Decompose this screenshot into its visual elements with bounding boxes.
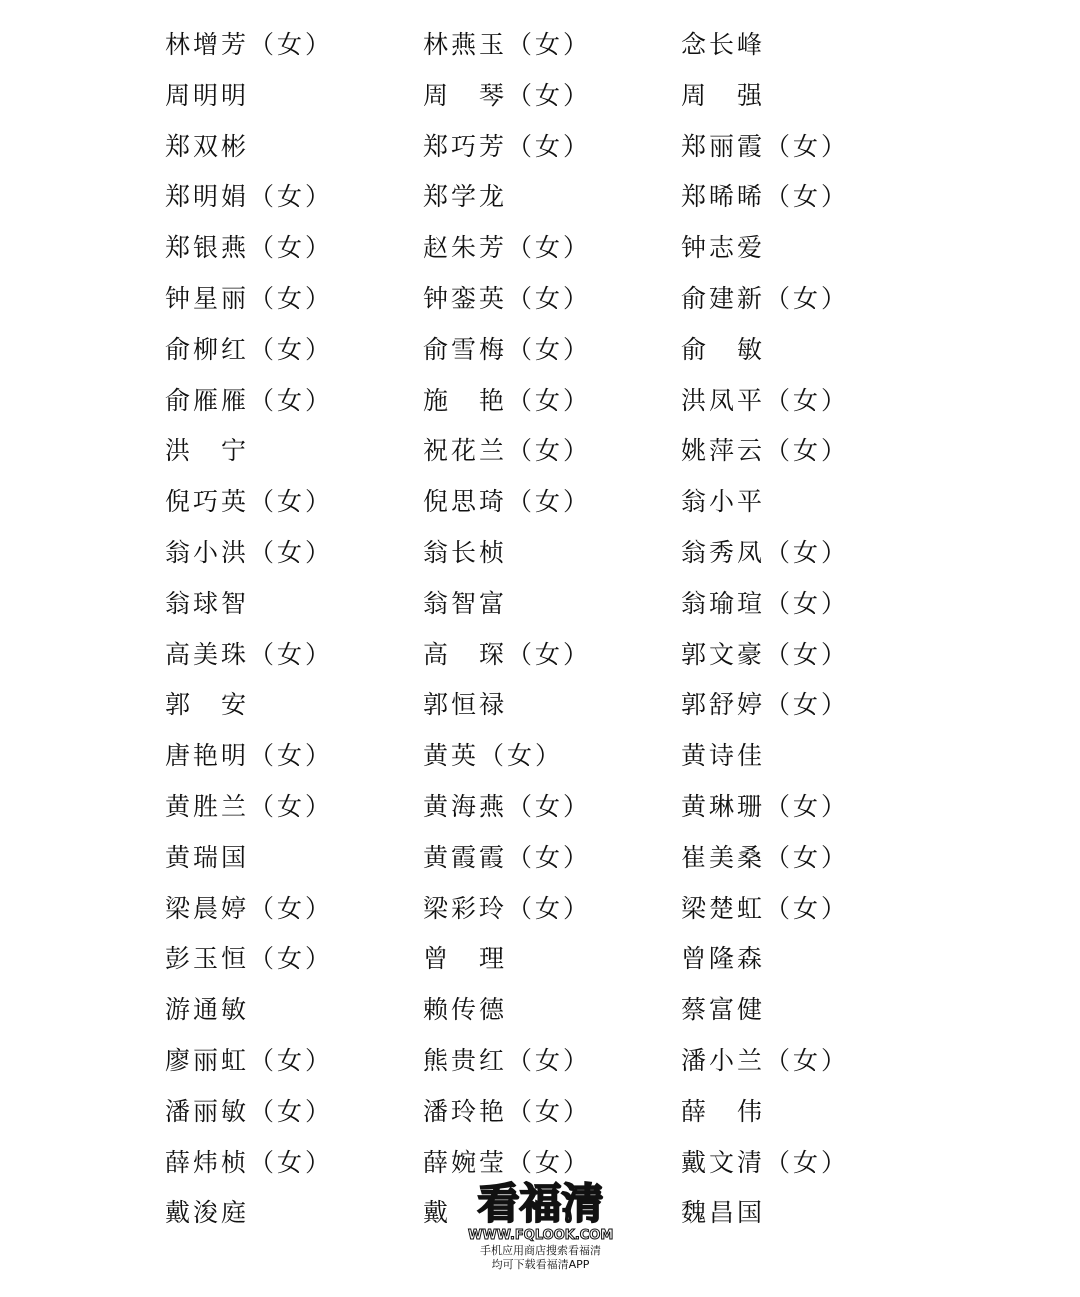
name-row [0,731,1080,782]
name-entry: 黄英（女） [423,741,564,771]
name-entry: 施 艳（女） [423,385,592,415]
name-row [0,985,1080,1036]
name-entry: 薛 伟 [681,1096,766,1126]
watermark-line-1: 手机应用商店搜索看福清 [480,1244,601,1257]
name-row [0,680,1080,731]
name-row [0,630,1080,681]
name-entry: 俞建新（女） [681,283,850,313]
name-entry: 俞柳红（女） [165,334,334,364]
name-entry: 翁瑜瑄（女） [681,588,850,618]
name-entry: 郑晞晞（女） [681,182,850,212]
name-entry: 郭文豪（女） [681,639,850,669]
name-row [0,172,1080,223]
name-entry: 唐艳明（女） [165,741,334,771]
name-entry: 姚萍云（女） [681,436,850,466]
name-row [0,884,1080,935]
name-entry: 郭 安 [165,690,250,720]
name-entry: 倪思琦（女） [423,487,592,517]
name-entry: 念长峰 [681,30,766,59]
name-entry: 郑明娟（女） [165,182,334,212]
name-entry: 林燕玉（女） [423,30,592,59]
name-entry: 赖传德 [423,995,508,1025]
name-entry: 钟銮英（女） [423,283,592,313]
name-entry: 高 琛（女） [423,639,592,669]
name-entry: 崔美桑（女） [681,842,850,872]
name-entry: 俞 敏 [681,334,766,364]
name-entry: 戴浚庭 [165,1198,250,1228]
name-entry: 郑巧芳（女） [423,131,592,161]
name-entry: 潘丽敏（女） [165,1096,334,1126]
name-entry: 黄琳珊（女） [681,791,850,821]
name-row [0,20,1080,71]
name-entry: 翁秀凤（女） [681,537,850,567]
name-entry: 郑双彬 [165,131,250,161]
name-entry: 翁小洪（女） [165,537,334,567]
name-entry: 黄海燕（女） [423,791,592,821]
name-entry: 周 强 [681,80,766,110]
name-row [0,426,1080,477]
name-entry: 曾 理 [423,944,508,974]
name-entry: 黄霞霞（女） [423,842,592,872]
name-entry: 潘玲艳（女） [423,1096,592,1126]
name-entry: 高美珠（女） [165,639,334,669]
name-entry: 祝花兰（女） [423,436,592,466]
name-entry: 翁智富 [423,588,508,618]
name-entry: 游通敏 [165,995,250,1025]
name-row [0,274,1080,325]
name-entry: 梁楚虹（女） [681,893,850,923]
name-entry: 周 琴（女） [423,80,592,110]
name-row [0,1087,1080,1138]
name-entry: 梁彩玲（女） [423,893,592,923]
name-entry: 魏昌国 [681,1198,766,1228]
name-entry: 曾隆森 [681,944,766,974]
name-entry: 廖丽虹（女） [165,1045,334,1075]
name-entry: 郑学龙 [423,182,508,212]
watermark-title: 看福清 [477,1179,604,1228]
name-row [0,782,1080,833]
name-entry: 熊贵红（女） [423,1045,592,1075]
name-entry: 俞雪梅（女） [423,334,592,364]
name-entry: 蔡富健 [681,995,766,1025]
name-row [0,325,1080,376]
name-entry: 洪凤平（女） [681,385,850,415]
name-entry: 黄胜兰（女） [165,791,334,821]
name-entry: 黄诗佳 [681,741,766,771]
name-entry: 俞雁雁（女） [165,385,334,415]
name-row [0,376,1080,427]
name-row [0,528,1080,579]
name-entry: 洪 宁 [165,436,250,466]
name-entry: 梁晨婷（女） [165,893,334,923]
name-list [0,20,1080,1239]
name-entry: 薛婉莹（女） [423,1147,592,1177]
watermark-logo [468,1180,613,1280]
name-entry: 赵朱芳（女） [423,233,592,263]
name-entry: 戴 [423,1198,452,1228]
name-row [0,477,1080,528]
watermark-line-2: 均可下载看福清APP [491,1258,590,1271]
name-row [0,833,1080,884]
name-entry: 黄瑞国 [165,842,250,872]
name-entry: 郑银燕（女） [165,233,334,263]
name-row [0,934,1080,985]
name-entry: 郭舒婷（女） [681,690,850,720]
name-row [0,1036,1080,1087]
name-entry: 翁小平 [681,487,766,517]
name-row [0,223,1080,274]
name-entry: 潘小兰（女） [681,1045,850,1075]
name-row [0,122,1080,173]
name-row [0,71,1080,122]
name-entry: 林增芳（女） [165,30,334,59]
name-entry: 郑丽霞（女） [681,131,850,161]
name-entry: 钟星丽（女） [165,283,334,313]
name-entry: 翁长桢 [423,537,508,567]
name-entry: 郭恒禄 [423,690,508,720]
name-entry: 翁球智 [165,588,250,618]
name-entry: 彭玉恒（女） [165,944,334,974]
watermark-url: WWW.FQLOOK.COM [468,1228,614,1243]
name-entry: 周明明 [165,80,250,110]
name-entry: 钟志爱 [681,233,766,263]
name-row [0,579,1080,630]
name-entry: 薛炜桢（女） [165,1147,334,1177]
name-entry: 倪巧英（女） [165,487,334,517]
name-entry: 戴文清（女） [681,1147,850,1177]
